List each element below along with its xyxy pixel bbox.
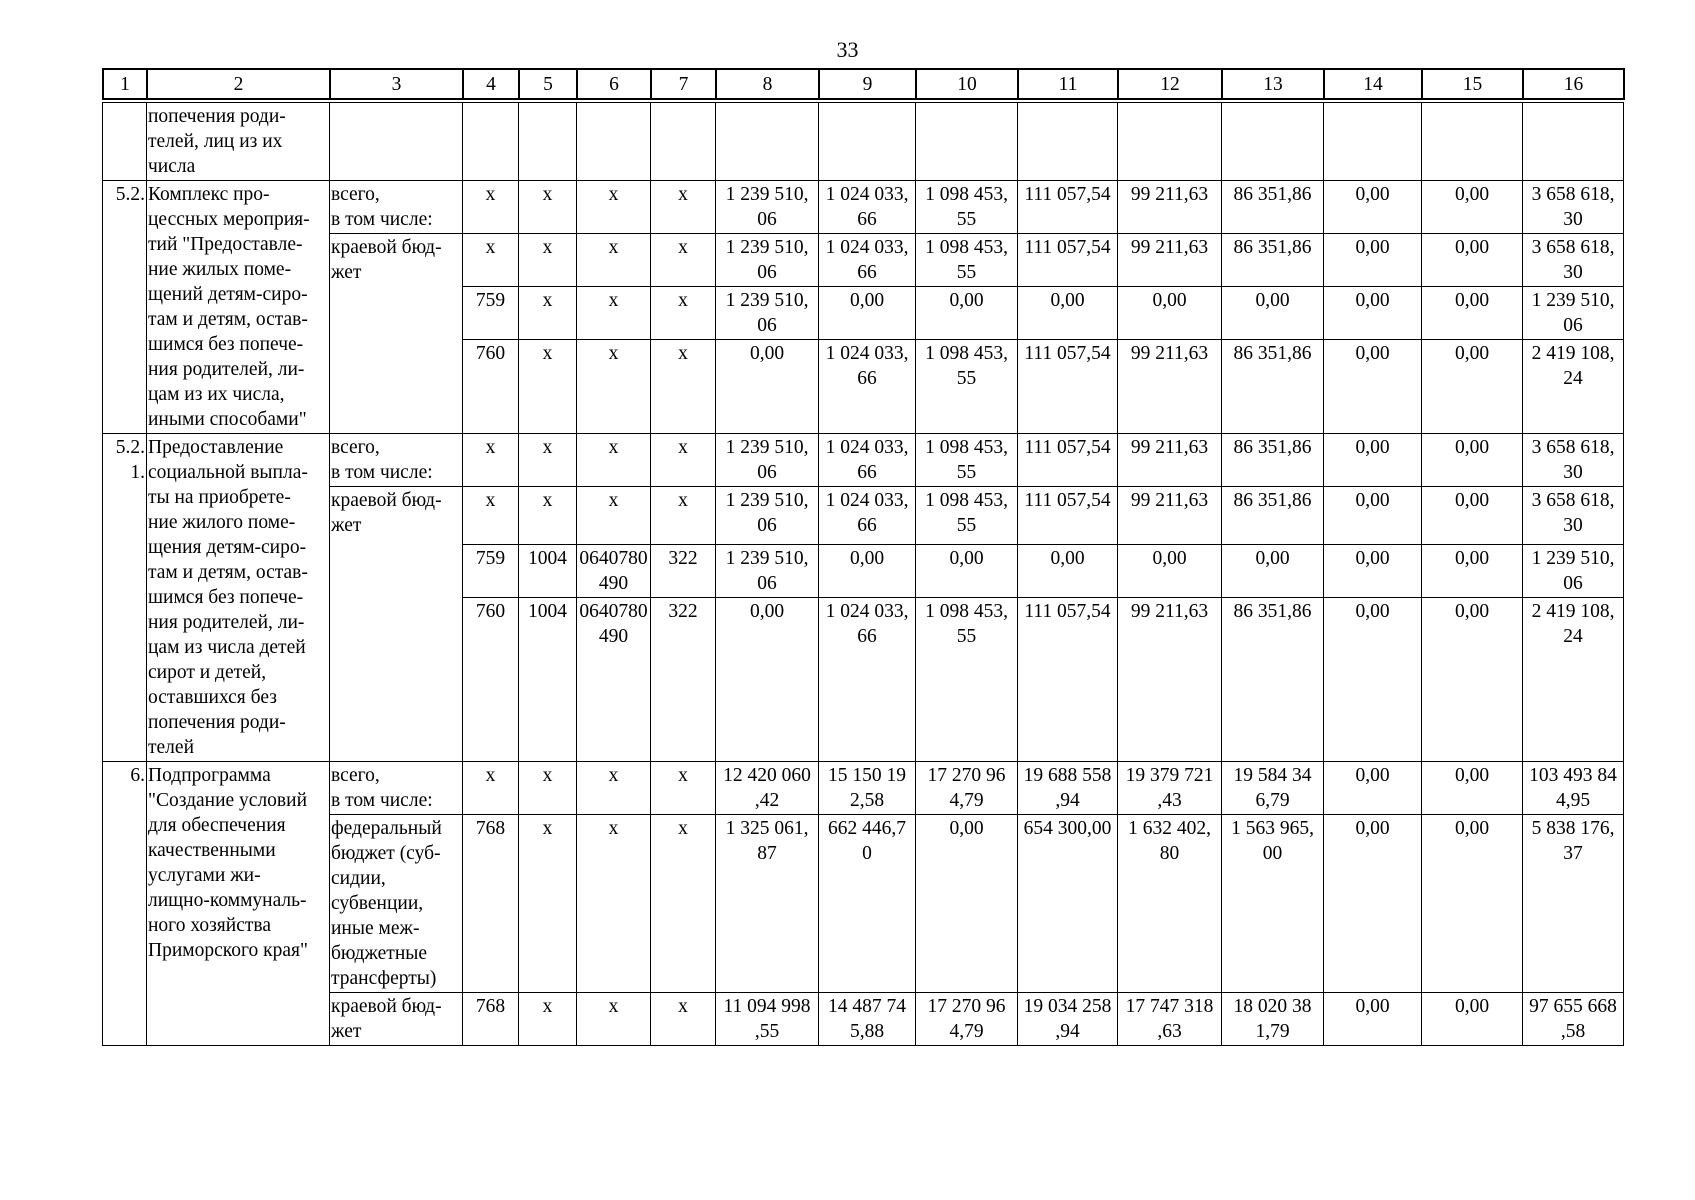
cell-c6: 0640780 490 bbox=[577, 598, 651, 762]
program-name: Предоставление социальной выпла- ты на приобрете- ние жилого поме- щения детям-сиро- там и детям, остав- шимся без попече- ния родителей, ли- цам из числа детей сирот и детей, оставшихся без попечения роди- телей bbox=[147, 434, 330, 762]
cell-c15: 0,00 bbox=[1422, 434, 1523, 487]
cell-c9: 1 024 033, 66 bbox=[819, 598, 916, 762]
row-number: 6. bbox=[103, 762, 147, 1046]
cell-c11: 654 300,00 bbox=[1018, 815, 1118, 993]
cell-c9: 1 024 033, 66 bbox=[819, 181, 916, 234]
cell-c10: 0,00 bbox=[916, 815, 1018, 993]
cell-c10: 0,00 bbox=[916, 287, 1018, 340]
cell-c13: 86 351,86 bbox=[1222, 181, 1324, 234]
cell-c13: 19 584 34 6,79 bbox=[1222, 762, 1324, 815]
cell-c5: x bbox=[519, 434, 577, 487]
cell-c16: 2 419 108, 24 bbox=[1523, 340, 1624, 434]
cell-c8: 1 239 510, 06 bbox=[716, 434, 819, 487]
cell-c13: 86 351,86 bbox=[1222, 234, 1324, 287]
cell-c13: 18 020 38 1,79 bbox=[1222, 993, 1324, 1046]
cell-c12: 99 211,63 bbox=[1118, 181, 1222, 234]
cell-c10 bbox=[916, 103, 1018, 181]
cell-c15: 0,00 bbox=[1422, 598, 1523, 762]
cell-c11: 111 057,54 bbox=[1018, 340, 1118, 434]
column-header-9: 9 bbox=[819, 69, 916, 99]
table-row bbox=[103, 181, 1624, 234]
cell-c5: x bbox=[519, 287, 577, 340]
cell-c16: 3 658 618, 30 bbox=[1523, 434, 1624, 487]
cell-c14 bbox=[1324, 103, 1422, 181]
column-header-1: 1 bbox=[103, 69, 147, 99]
cell-c15 bbox=[1422, 103, 1523, 181]
cell-c4: x bbox=[463, 234, 519, 287]
cell-c9: 14 487 74 5,88 bbox=[819, 993, 916, 1046]
cell-c16: 1 239 510, 06 bbox=[1523, 545, 1624, 598]
cell-c13 bbox=[1222, 103, 1324, 181]
cell-c13: 0,00 bbox=[1222, 287, 1324, 340]
column-header-16: 16 bbox=[1523, 69, 1624, 99]
cell-c4: x bbox=[463, 762, 519, 815]
program-name: Подпрограмма "Создание условий для обеспечения качественными услугами жи- лищно-коммуналь- ного хозяйства Приморского края" bbox=[147, 762, 330, 1046]
cell-c4: 760 bbox=[463, 598, 519, 762]
cell-c15: 0,00 bbox=[1422, 181, 1523, 234]
cell-c16: 103 493 84 4,95 bbox=[1523, 762, 1624, 815]
cell-c11: 111 057,54 bbox=[1018, 434, 1118, 487]
funding-source: всего, в том числе: bbox=[330, 762, 463, 815]
cell-c7: x bbox=[651, 340, 716, 434]
cell-c8: 1 325 061, 87 bbox=[716, 815, 819, 993]
cell-c13: 86 351,86 bbox=[1222, 434, 1324, 487]
cell-c8: 0,00 bbox=[716, 340, 819, 434]
cell-c16: 97 655 668 ,58 bbox=[1523, 993, 1624, 1046]
page-number: 33 bbox=[836, 37, 859, 62]
cell-c8: 1 239 510, 06 bbox=[716, 287, 819, 340]
cell-c7: x bbox=[651, 487, 716, 545]
cell-c9: 662 446,7 0 bbox=[819, 815, 916, 993]
cell-c7: 322 bbox=[651, 545, 716, 598]
cell-c6: 0640780 490 bbox=[577, 545, 651, 598]
funding-source: краевой бюд- жет bbox=[330, 993, 463, 1046]
cell-c11: 19 688 558 ,94 bbox=[1018, 762, 1118, 815]
cell-c6: x bbox=[577, 287, 651, 340]
column-header-15: 15 bbox=[1422, 69, 1523, 99]
cell-c14: 0,00 bbox=[1324, 434, 1422, 487]
funding-source: краевой бюд- жет bbox=[330, 234, 463, 434]
cell-c13: 0,00 bbox=[1222, 545, 1324, 598]
cell-c7: x bbox=[651, 234, 716, 287]
column-header-8: 8 bbox=[716, 69, 819, 99]
funding-source: федеральный бюджет (суб- сидии, субвенции, иные меж- бюджетные трансферты) bbox=[330, 815, 463, 993]
cell-c9: 1 024 033, 66 bbox=[819, 340, 916, 434]
cell-c10: 1 098 453, 55 bbox=[916, 598, 1018, 762]
row-number: 5.2. bbox=[103, 181, 147, 434]
cell-c9: 0,00 bbox=[819, 545, 916, 598]
cell-c14: 0,00 bbox=[1324, 287, 1422, 340]
cell-c15: 0,00 bbox=[1422, 762, 1523, 815]
table-row bbox=[103, 815, 1624, 993]
program-name: попечения роди- телей, лиц из их числа bbox=[147, 103, 330, 181]
cell-c9: 1 024 033, 66 bbox=[819, 487, 916, 545]
cell-c12: 19 379 721 ,43 bbox=[1118, 762, 1222, 815]
column-header-5: 5 bbox=[519, 69, 577, 99]
column-header-4: 4 bbox=[463, 69, 519, 99]
cell-c4: x bbox=[463, 181, 519, 234]
cell-c10: 1 098 453, 55 bbox=[916, 340, 1018, 434]
cell-c13: 1 563 965, 00 bbox=[1222, 815, 1324, 993]
cell-c12: 99 211,63 bbox=[1118, 340, 1222, 434]
cell-c15: 0,00 bbox=[1422, 545, 1523, 598]
cell-c16: 3 658 618, 30 bbox=[1523, 234, 1624, 287]
cell-c10: 1 098 453, 55 bbox=[916, 181, 1018, 234]
cell-c7: x bbox=[651, 993, 716, 1046]
cell-c16: 3 658 618, 30 bbox=[1523, 181, 1624, 234]
cell-c4: 759 bbox=[463, 545, 519, 598]
cell-c6: x bbox=[577, 762, 651, 815]
cell-c15: 0,00 bbox=[1422, 487, 1523, 545]
column-header-12: 12 bbox=[1118, 69, 1222, 99]
cell-c11: 19 034 258 ,94 bbox=[1018, 993, 1118, 1046]
cell-c5: x bbox=[519, 762, 577, 815]
cell-c10: 0,00 bbox=[916, 545, 1018, 598]
cell-c5 bbox=[519, 103, 577, 181]
cell-c7: 322 bbox=[651, 598, 716, 762]
column-header-14: 14 bbox=[1324, 69, 1422, 99]
cell-c11: 0,00 bbox=[1018, 545, 1118, 598]
cell-c13: 86 351,86 bbox=[1222, 340, 1324, 434]
column-header-2: 2 bbox=[147, 69, 330, 99]
cell-c15: 0,00 bbox=[1422, 287, 1523, 340]
cell-c14: 0,00 bbox=[1324, 993, 1422, 1046]
cell-c6: x bbox=[577, 993, 651, 1046]
table-row bbox=[103, 434, 1624, 487]
cell-c8 bbox=[716, 103, 819, 181]
cell-c11: 111 057,54 bbox=[1018, 598, 1118, 762]
row-number bbox=[103, 103, 147, 181]
cell-c14: 0,00 bbox=[1324, 487, 1422, 545]
cell-c12 bbox=[1118, 103, 1222, 181]
cell-c15: 0,00 bbox=[1422, 340, 1523, 434]
cell-c14: 0,00 bbox=[1324, 545, 1422, 598]
cell-c5: 1004 bbox=[519, 598, 577, 762]
cell-c7: x bbox=[651, 181, 716, 234]
cell-c12: 0,00 bbox=[1118, 545, 1222, 598]
cell-c14: 0,00 bbox=[1324, 815, 1422, 993]
program-name: Комплекс про- цессных мероприя- тий "Предоставле- ние жилых поме- щений детям-сиро- там и детям, остав- шимся без попече- ния родителей, ли- цам из их числа, иными способами" bbox=[147, 181, 330, 434]
cell-c6: x bbox=[577, 434, 651, 487]
budget-table bbox=[102, 102, 1624, 1046]
table-row bbox=[103, 234, 1624, 287]
cell-c8: 0,00 bbox=[716, 598, 819, 762]
funding-source bbox=[330, 103, 463, 181]
cell-c5: x bbox=[519, 234, 577, 287]
column-header-13: 13 bbox=[1222, 69, 1324, 99]
cell-c5: x bbox=[519, 487, 577, 545]
cell-c9: 1 024 033, 66 bbox=[819, 434, 916, 487]
cell-c14: 0,00 bbox=[1324, 598, 1422, 762]
cell-c16: 3 658 618, 30 bbox=[1523, 487, 1624, 545]
cell-c16: 2 419 108, 24 bbox=[1523, 598, 1624, 762]
cell-c11: 111 057,54 bbox=[1018, 234, 1118, 287]
funding-source: всего, в том числе: bbox=[330, 181, 463, 234]
cell-c8: 1 239 510, 06 bbox=[716, 234, 819, 287]
column-header-6: 6 bbox=[577, 69, 651, 99]
cell-c10: 1 098 453, 55 bbox=[916, 434, 1018, 487]
cell-c6: x bbox=[577, 487, 651, 545]
cell-c12: 1 632 402, 80 bbox=[1118, 815, 1222, 993]
cell-c4: 760 bbox=[463, 340, 519, 434]
cell-c13: 86 351,86 bbox=[1222, 487, 1324, 545]
cell-c11: 111 057,54 bbox=[1018, 487, 1118, 545]
column-header-11: 11 bbox=[1018, 69, 1118, 99]
cell-c14: 0,00 bbox=[1324, 234, 1422, 287]
cell-c9 bbox=[819, 103, 916, 181]
cell-c4 bbox=[463, 103, 519, 181]
cell-c4: x bbox=[463, 434, 519, 487]
column-header-10: 10 bbox=[916, 69, 1018, 99]
cell-c9: 0,00 bbox=[819, 287, 916, 340]
cell-c5: x bbox=[519, 181, 577, 234]
cell-c8: 1 239 510, 06 bbox=[716, 545, 819, 598]
column-header-3: 3 bbox=[330, 69, 463, 99]
funding-source: всего, в том числе: bbox=[330, 434, 463, 487]
cell-c12: 17 747 318 ,63 bbox=[1118, 993, 1222, 1046]
cell-c5: 1004 bbox=[519, 545, 577, 598]
cell-c4: x bbox=[463, 487, 519, 545]
cell-c7: x bbox=[651, 287, 716, 340]
cell-c7: x bbox=[651, 434, 716, 487]
cell-c12: 99 211,63 bbox=[1118, 434, 1222, 487]
cell-c7: x bbox=[651, 762, 716, 815]
cell-c16: 1 239 510, 06 bbox=[1523, 287, 1624, 340]
funding-source: краевой бюд- жет bbox=[330, 487, 463, 762]
cell-c6: x bbox=[577, 181, 651, 234]
cell-c11: 111 057,54 bbox=[1018, 181, 1118, 234]
cell-c6: x bbox=[577, 340, 651, 434]
cell-c10: 1 098 453, 55 bbox=[916, 234, 1018, 287]
cell-c13: 86 351,86 bbox=[1222, 598, 1324, 762]
cell-c15: 0,00 bbox=[1422, 993, 1523, 1046]
cell-c5: x bbox=[519, 340, 577, 434]
cell-c8: 11 094 998 ,55 bbox=[716, 993, 819, 1046]
cell-c15: 0,00 bbox=[1422, 815, 1523, 993]
cell-c16 bbox=[1523, 103, 1624, 181]
cell-c16: 5 838 176, 37 bbox=[1523, 815, 1624, 993]
cell-c6: x bbox=[577, 815, 651, 993]
cell-c11 bbox=[1018, 103, 1118, 181]
cell-c10: 17 270 96 4,79 bbox=[916, 762, 1018, 815]
cell-c4: 768 bbox=[463, 993, 519, 1046]
cell-c12: 99 211,63 bbox=[1118, 487, 1222, 545]
cell-c8: 12 420 060 ,42 bbox=[716, 762, 819, 815]
cell-c12: 99 211,63 bbox=[1118, 234, 1222, 287]
column-header-7: 7 bbox=[651, 69, 716, 99]
cell-c10: 17 270 96 4,79 bbox=[916, 993, 1018, 1046]
row-number: 5.2. 1. bbox=[103, 434, 147, 762]
cell-c15: 0,00 bbox=[1422, 234, 1523, 287]
cell-c14: 0,00 bbox=[1324, 181, 1422, 234]
cell-c10: 1 098 453, 55 bbox=[916, 487, 1018, 545]
cell-c5: x bbox=[519, 993, 577, 1046]
cell-c6 bbox=[577, 103, 651, 181]
column-header-row bbox=[102, 68, 1625, 100]
cell-c8: 1 239 510, 06 bbox=[716, 181, 819, 234]
cell-c14: 0,00 bbox=[1324, 340, 1422, 434]
cell-c9: 1 024 033, 66 bbox=[819, 234, 916, 287]
cell-c4: 768 bbox=[463, 815, 519, 993]
cell-c4: 759 bbox=[463, 287, 519, 340]
table-row bbox=[103, 993, 1624, 1046]
table-row bbox=[103, 762, 1624, 815]
cell-c6: x bbox=[577, 234, 651, 287]
cell-c9: 15 150 19 2,58 bbox=[819, 762, 916, 815]
cell-c5: x bbox=[519, 815, 577, 993]
cell-c7 bbox=[651, 103, 716, 181]
table-row bbox=[103, 103, 1624, 181]
cell-c14: 0,00 bbox=[1324, 762, 1422, 815]
cell-c12: 99 211,63 bbox=[1118, 598, 1222, 762]
table-row bbox=[103, 487, 1624, 545]
cell-c12: 0,00 bbox=[1118, 287, 1222, 340]
cell-c8: 1 239 510, 06 bbox=[716, 487, 819, 545]
cell-c7: x bbox=[651, 815, 716, 993]
cell-c11: 0,00 bbox=[1018, 287, 1118, 340]
